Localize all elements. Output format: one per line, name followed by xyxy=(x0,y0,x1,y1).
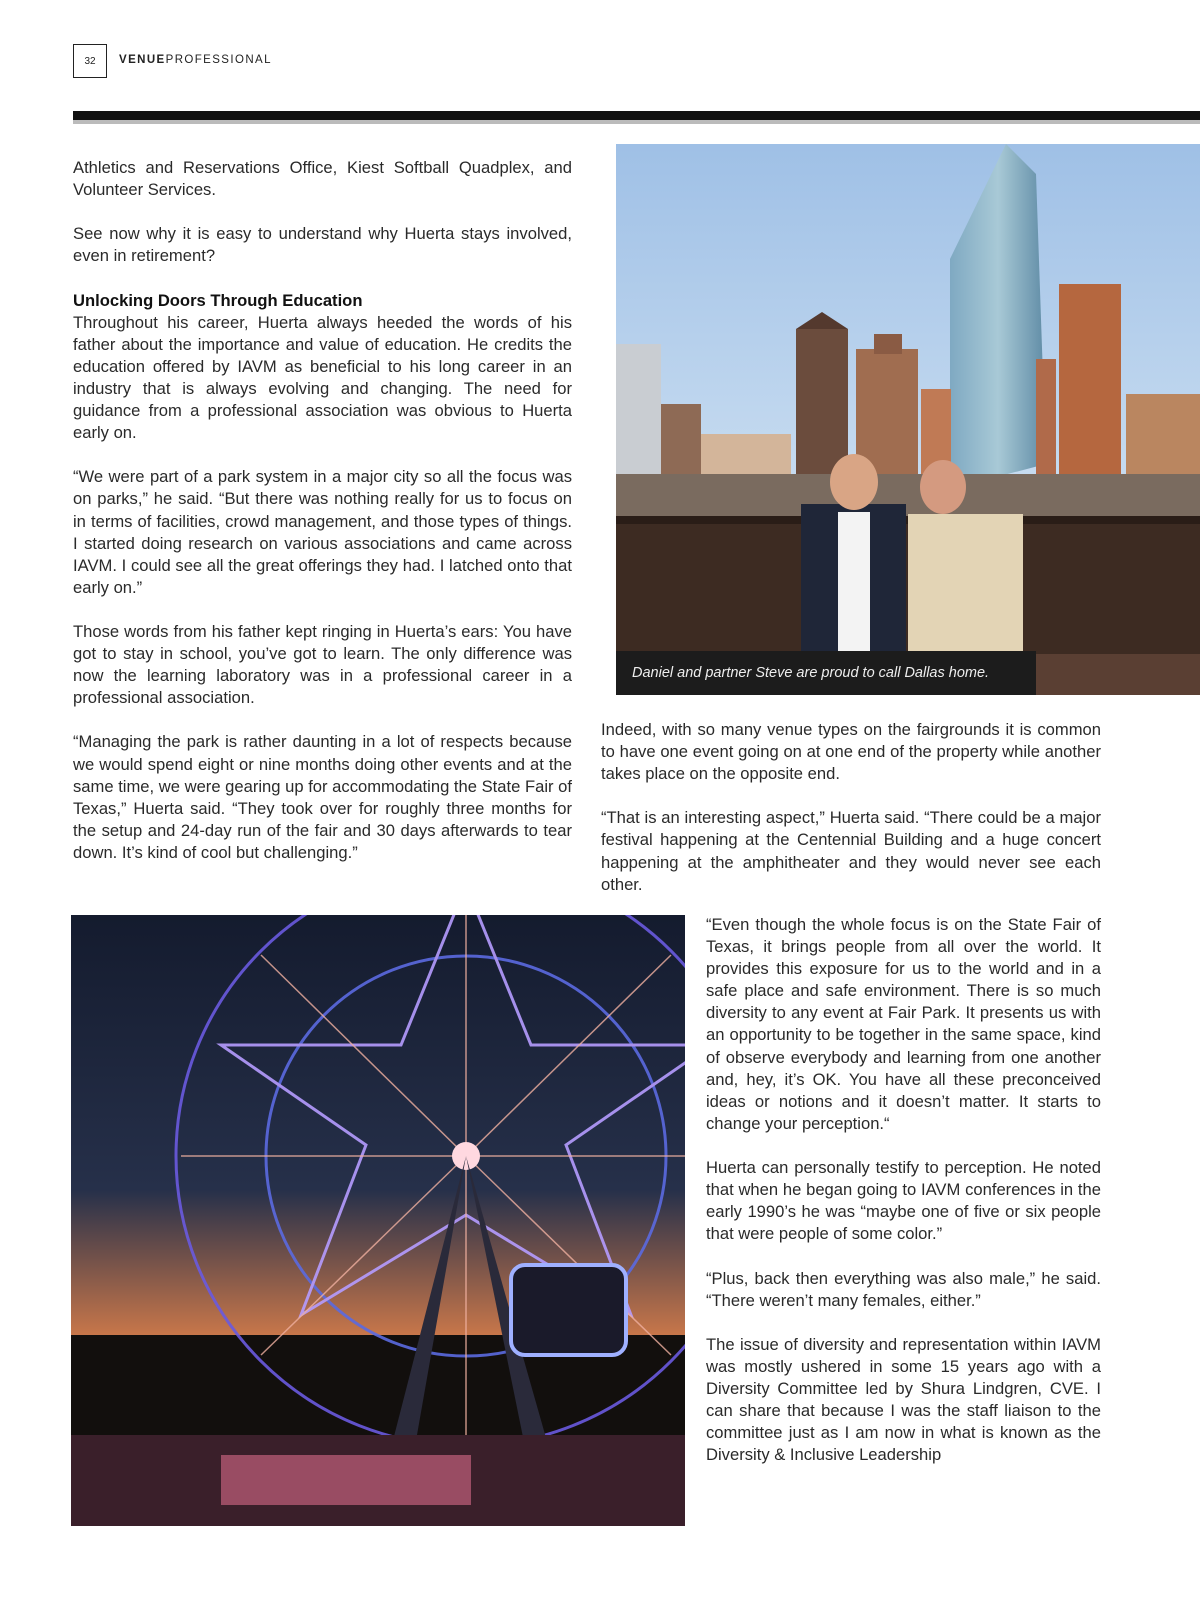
paragraph: Indeed, with so many venue types on the fairgrounds it is common to have one event going on at one end of the property while another takes place on the opposite end. xyxy=(601,720,1101,784)
skyline-illustration xyxy=(616,144,1200,695)
page-number: 32 xyxy=(73,44,107,78)
left-column xyxy=(73,157,572,886)
paragraph: See now why it is easy to understand why Huerta stays involved, even in retirement? xyxy=(73,224,572,266)
magazine-title xyxy=(119,54,272,66)
paragraph: Throughout his career, Huerta always heeded the words of his father about the importance and value of education. He credits the education offered by IAVM as beneficial to his long career in an industry that is always evolving and changing. The need for guidance from a professional association was obvious to Huerta early on. xyxy=(73,312,572,443)
paragraph: “Even though the whole focus is on the State Fair of Texas, it brings people from all over the world. It provides this exposure for us to the world and in a safe place and safe environment. There is so much diversity to any event at Fair Park. It presents us with an opportunity to be together in the same space, kind of observe everybody and learning from one another and, hey, it’s OK. You have all these preconceived ideas or notions and it doesn’t matter. It starts to change your perception.“ xyxy=(706,915,1101,1133)
paragraph: Athletics and Reservations Office, Kiest Softball Quadplex, and Volunteer Services. xyxy=(73,158,572,200)
paragraph: “Managing the park is rather daunting in a lot of respects because we would spend eight or nine months doing other events and at the same time, we were gearing up for accommodating the State Fair of Texas,” Huerta said. “They took over for roughly three months for the setup and 24-day run of the fair and 30 days afterwards to tear down. It’s kind of cool but challenging.” xyxy=(73,732,572,862)
ferris-wheel-photo xyxy=(71,915,685,1526)
paragraph: The issue of diversity and representation within IAVM was mostly ushered in some 15 years ago with a Diversity Committee led by Shura Lindgren, CVE. I can share that because I was the staff liaison to the committee just as I am now in what is known as the Diversity & Inclusive Leadership xyxy=(706,1334,1101,1465)
paragraph: Those words from his father kept ringing in Huerta’s ears: You have got to stay in school, you’ve got to learn. The only difference was now the learning laboratory was in a professional career in a professional association. xyxy=(73,621,572,708)
right-column xyxy=(706,914,1101,1488)
middle-column xyxy=(601,719,1101,918)
paragraph: “We were part of a park system in a major city so all the focus was on parks,” he said. “But there was nothing really for us to focus on in terms of facilities, crowd management, and those types of things. I started doing research on various associations and came across IAVM. I could see all the great offerings they had. I latched onto that early on.” xyxy=(73,467,572,597)
header-rule xyxy=(73,111,1200,120)
paragraph: “That is an interesting aspect,” Huerta said. “There could be a major festival happening at the Centennial Building and a huge concert happening at the amphitheater and they would never see each other. xyxy=(601,808,1101,894)
skyline-photo xyxy=(616,144,1200,695)
section-heading: Unlocking Doors Through Education xyxy=(73,290,363,310)
photo-caption: Daniel and partner Steve are proud to call Dallas home. xyxy=(616,651,1036,695)
magazine-title-regular: PROFESSIONAL xyxy=(165,54,272,66)
header-rule-shadow xyxy=(73,120,1200,124)
paragraph: “Plus, back then everything was also male,” he said. “There weren’t many females, either.” xyxy=(706,1268,1101,1310)
paragraph: Huerta can personally testify to perception. He noted that when he began going to IAVM conferences in the early 1990’s he was “maybe one of five or six people that were people of some color.” xyxy=(706,1158,1101,1244)
magazine-title-bold: VENUE xyxy=(119,54,166,66)
ferris-wheel-illustration xyxy=(71,915,685,1526)
